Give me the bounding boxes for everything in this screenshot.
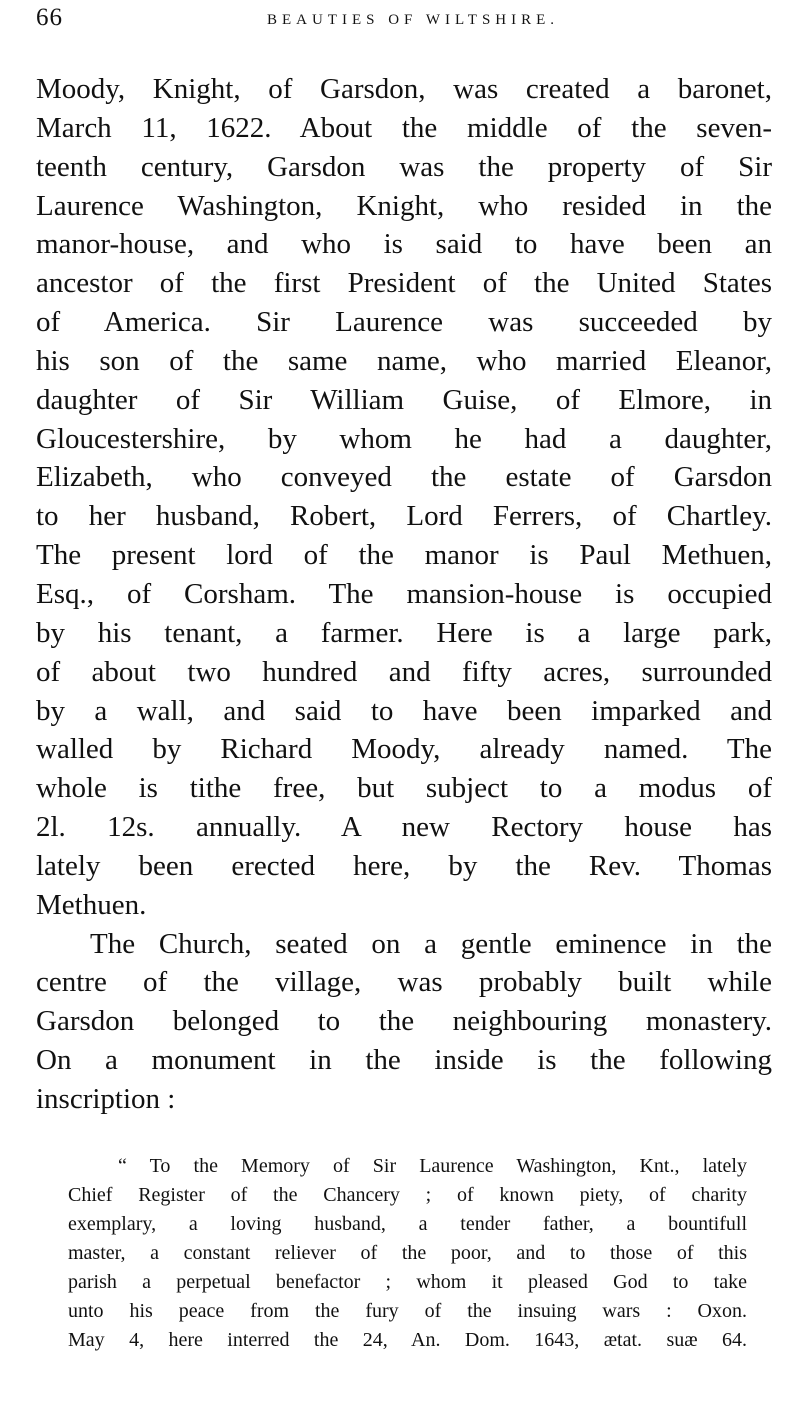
inscription-line: exemplary, a loving husband, a tender father, a bountifull xyxy=(68,1213,747,1235)
inscription-line: unto his peace from the fury of the insuing wars : Oxon. xyxy=(68,1300,747,1322)
text-line: of America. Sir Laurence was succeeded by xyxy=(36,306,772,339)
text-line: Elizabeth, who conveyed the estate of Garsdon xyxy=(36,461,772,494)
text-line: On a monument in the inside is the following xyxy=(36,1044,772,1077)
text-line: ancestor of the first President of the United States xyxy=(36,267,772,300)
text-line: centre of the village, was probably built while xyxy=(36,966,772,999)
inscription-quote xyxy=(68,1152,747,1355)
text-line: manor-house, and who is said to have been an xyxy=(36,228,772,261)
text-line: Garsdon belonged to the neighbouring monastery. xyxy=(36,1005,772,1038)
text-line: Moody, Knight, of Garsdon, was created a baronet, xyxy=(36,73,772,105)
paragraph-end-line: Methuen. xyxy=(36,888,147,921)
text-line: teenth century, Garsdon was the property of Sir xyxy=(36,150,772,183)
text-line: 2l. 12s. annually. A new Rectory house has xyxy=(36,811,772,844)
text-line: daughter of Sir William Guise, of Elmore, in xyxy=(36,383,772,416)
page-number: 66 xyxy=(36,4,63,31)
inscription-line: Chief Register of the Chancery ; of known piety, of charity xyxy=(68,1184,747,1206)
text-line: to her husband, Robert, Lord Ferrers, of Chartley. xyxy=(36,500,772,533)
paragraph-end-line: inscription : xyxy=(36,1082,176,1115)
inscription-line: master, a constant reliever of the poor, and to those of this xyxy=(68,1242,747,1264)
running-title: BEAUTIES OF WILTSHIRE. xyxy=(266,12,560,28)
inscription-line: parish a perpetual benefactor ; whom it pleased God to take xyxy=(68,1271,747,1293)
text-line: Laurence Washington, Knight, who resided in the xyxy=(36,189,772,222)
text-line: Esq., of Corsham. The mansion-house is occupied xyxy=(36,577,772,610)
text-line: Gloucestershire, by whom he had a daughter, xyxy=(36,422,772,455)
text-line: March 11, 1622. About the middle of the seven- xyxy=(36,111,772,144)
body-text xyxy=(36,70,772,1119)
text-line: his son of the same name, who married Eleanor, xyxy=(36,344,772,377)
text-line: whole is tithe free, but subject to a modus of xyxy=(36,772,772,805)
text-line: of about two hundred and fifty acres, surrounded xyxy=(36,655,772,688)
text-line: by his tenant, a farmer. Here is a large park, xyxy=(36,616,772,649)
inscription-line: “ To the Memory of Sir Laurence Washington, Knt., lately xyxy=(118,1155,747,1177)
text-line: The present lord of the manor is Paul Methuen, xyxy=(36,539,772,572)
text-line: walled by Richard Moody, already named. The xyxy=(36,733,772,766)
text-line: by a wall, and said to have been imparked and xyxy=(36,694,772,727)
text-line: lately been erected here, by the Rev. Thomas xyxy=(36,849,772,882)
paragraph-start-line: The Church, seated on a gentle eminence in the xyxy=(90,927,772,960)
page-header xyxy=(36,4,770,36)
inscription-line: May 4, here interred the 24, An. Dom. 1643, ætat. suæ 64. xyxy=(68,1329,747,1351)
